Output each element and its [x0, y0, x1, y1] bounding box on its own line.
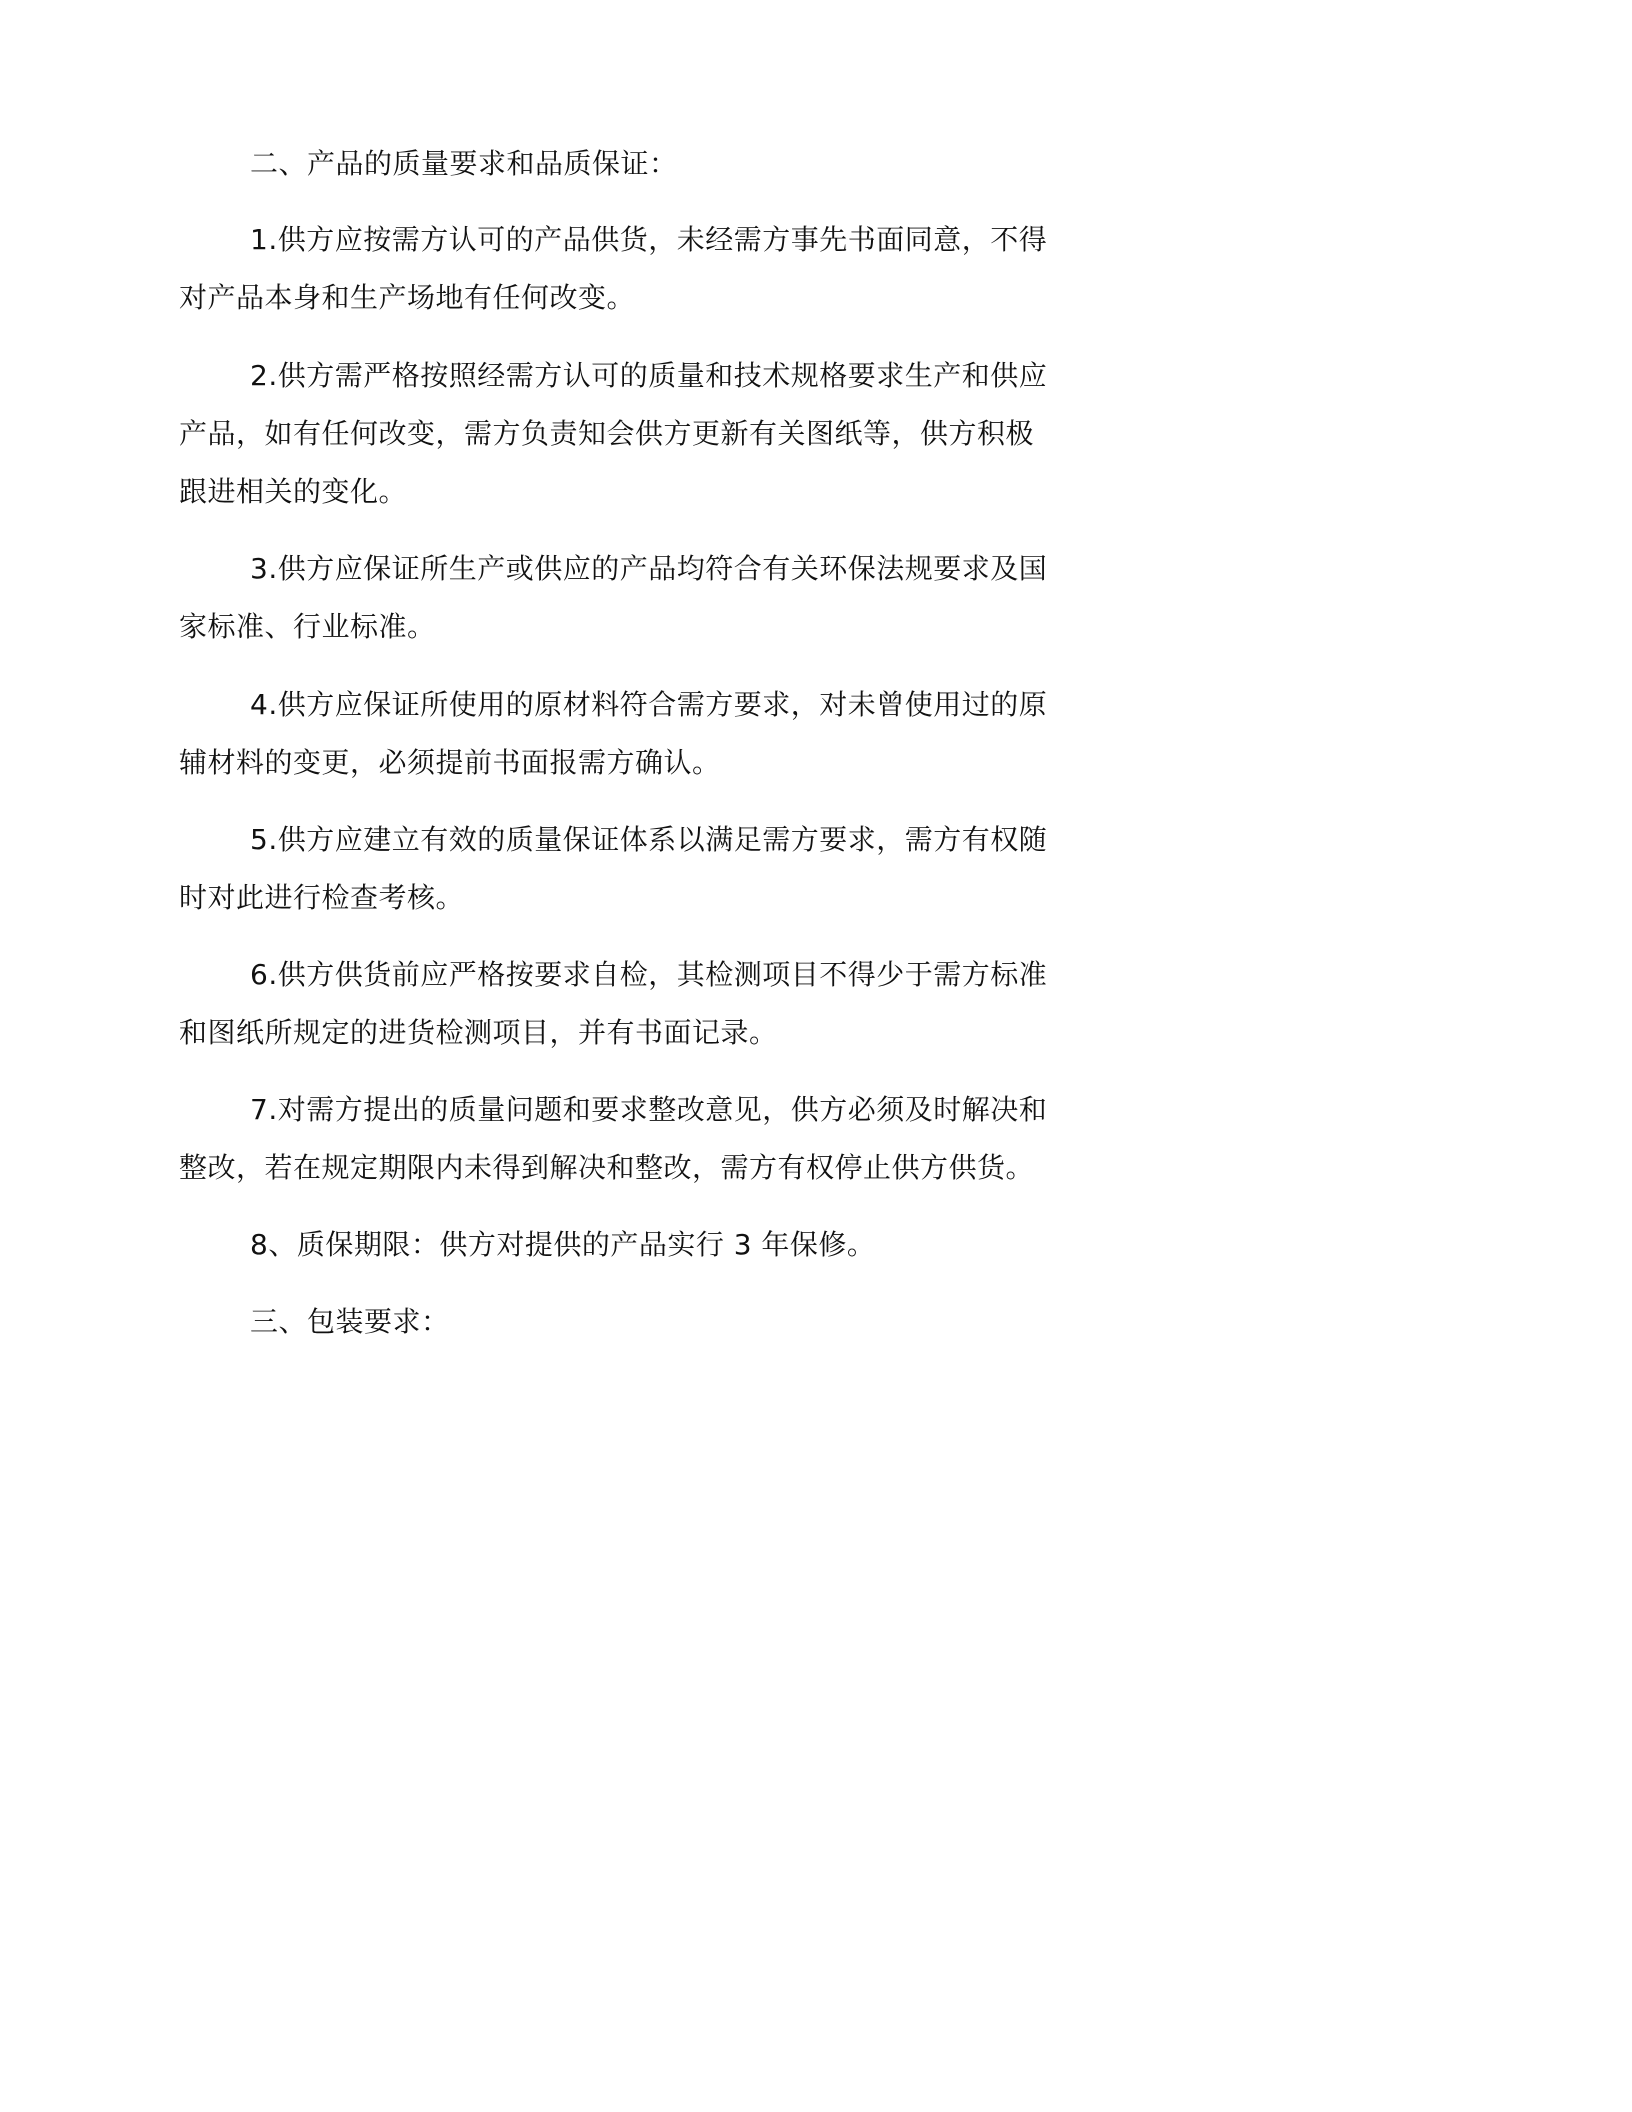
clause-7-line-1: 7.对需方提出的质量问题和要求整改意见，供方必须及时解决和 [250, 1093, 1048, 1126]
clause-2-line-3: 跟进相关的变化。 [179, 475, 408, 508]
clause-5-line-2: 时对此进行检查考核。 [179, 881, 465, 914]
section-heading-quality: 二、产品的质量要求和品质保证： [250, 147, 678, 180]
clause-3-line-2: 家标准、行业标准。 [179, 610, 436, 643]
clause-7-line-2: 整改，若在规定期限内未得到解决和整改，需方有权停止供方供货。 [179, 1151, 1035, 1184]
clause-3-line-1: 3.供方应保证所生产或供应的产品均符合有关环保法规要求及国 [250, 552, 1048, 585]
clause-2-line-1: 2.供方需严格按照经需方认可的质量和技术规格要求生产和供应 [250, 359, 1048, 392]
clause-8-warranty: 8、质保期限：供方对提供的产品实行 3 年保修。 [250, 1228, 876, 1261]
clause-5-line-1: 5.供方应建立有效的质量保证体系以满足需方要求，需方有权随 [250, 823, 1048, 856]
clause-1-line-1: 1.供方应按需方认可的产品供货，未经需方事先书面同意，不得 [250, 223, 1048, 256]
clause-1-line-2: 对产品本身和生产场地有任何改变。 [179, 281, 636, 314]
clause-4-line-1: 4.供方应保证所使用的原材料符合需方要求，对未曾使用过的原 [250, 688, 1048, 721]
clause-6-line-1: 6.供方供货前应严格按要求自检，其检测项目不得少于需方标准 [250, 958, 1048, 991]
section-heading-packaging: 三、包装要求： [250, 1305, 450, 1338]
clause-4-line-2: 辅材料的变更，必须提前书面报需方确认。 [179, 746, 721, 779]
clause-2-line-2: 产品，如有任何改变，需方负责知会供方更新有关图纸等，供方积极 [179, 417, 1035, 450]
clause-6-line-2: 和图纸所规定的进货检测项目，并有书面记录。 [179, 1016, 778, 1049]
